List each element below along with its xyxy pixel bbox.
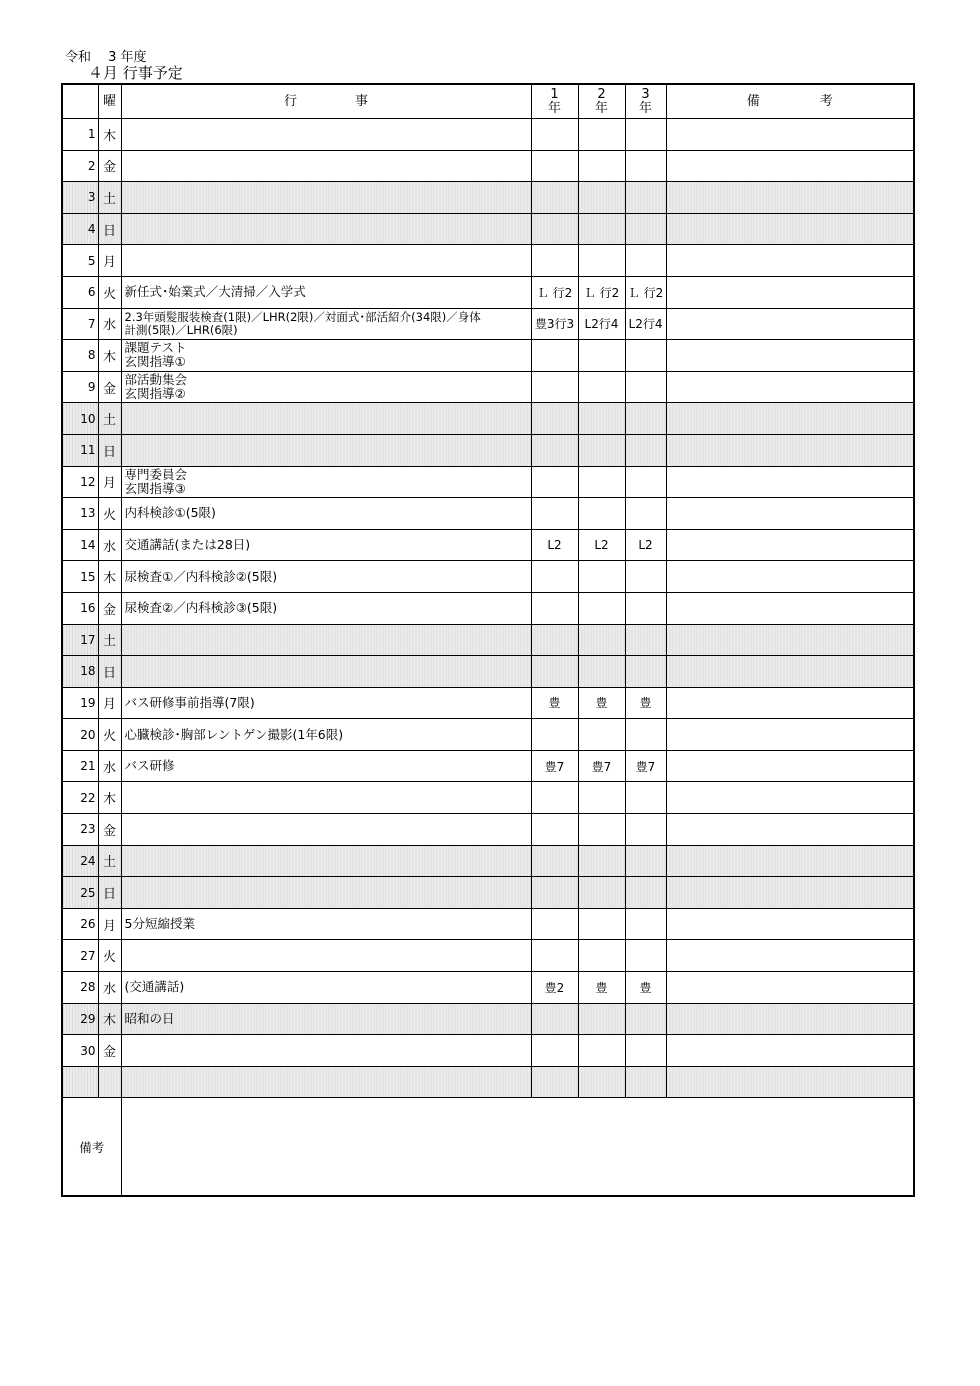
grade1-cell — [531, 1003, 578, 1035]
header-remarks-a: 備 — [746, 93, 760, 109]
day-number: 21 — [62, 750, 98, 782]
remarks-cell — [666, 877, 914, 909]
remarks-cell — [666, 972, 914, 1004]
grade1-cell — [531, 340, 578, 372]
remarks-cell — [666, 245, 914, 277]
event-cell — [121, 624, 531, 656]
page-title: ４月 行事予定 — [88, 64, 183, 82]
grade2-cell: 豊7 — [578, 750, 625, 782]
grade3-cell — [625, 845, 666, 877]
table-row — [62, 403, 914, 435]
grade3-cell — [625, 782, 666, 814]
grade1-cell — [531, 877, 578, 909]
day-number: 7 — [62, 308, 98, 340]
event-cell: 2.3年頭髪服装検査(1限)／LHR(2限)／対面式･部活紹介(34限)／身体 計測(5限)／LHR(6限) — [121, 308, 531, 340]
grade3-cell: 豊7 — [625, 750, 666, 782]
grade3-cell — [625, 1003, 666, 1035]
day-number: 28 — [62, 972, 98, 1004]
table-row — [62, 719, 914, 751]
grade3-cell — [625, 182, 666, 214]
day-of-week: 金 — [98, 1035, 121, 1067]
grade1-cell — [531, 434, 578, 466]
day-number: 11 — [62, 434, 98, 466]
grade2-cell — [578, 340, 625, 372]
day-of-week: 土 — [98, 403, 121, 435]
day-of-week: 火 — [98, 276, 121, 308]
grade1-cell: 豊7 — [531, 750, 578, 782]
table-row — [62, 908, 914, 940]
grade2-cell — [578, 1035, 625, 1067]
event-cell — [121, 182, 531, 214]
event-cell — [121, 845, 531, 877]
day-number: 1 — [62, 119, 98, 151]
notes-label: 備考 — [62, 1098, 121, 1197]
table-row — [62, 434, 914, 466]
table-row — [62, 1003, 914, 1035]
event-cell: 心臓検診･胸部レントゲン撮影(1年6限) — [121, 719, 531, 751]
grade2-cell — [578, 371, 625, 403]
grade3-cell — [625, 119, 666, 151]
grade1-cell — [531, 150, 578, 182]
grade2-cell — [578, 908, 625, 940]
event-cell: 課題テスト 玄関指導① — [121, 340, 531, 372]
day-number: 29 — [62, 1003, 98, 1035]
table-row — [62, 1066, 914, 1098]
header-grade3: 3 年 — [625, 84, 666, 119]
day-of-week: 土 — [98, 845, 121, 877]
grade1-cell: Ｌ 行2 — [531, 276, 578, 308]
grade2-cell — [578, 561, 625, 593]
grade1-cell — [531, 1035, 578, 1067]
remarks-cell — [666, 814, 914, 846]
grade2-cell — [578, 119, 625, 151]
event-cell — [121, 1035, 531, 1067]
grade3-cell: 豊 — [625, 972, 666, 1004]
remarks-cell — [666, 434, 914, 466]
remarks-cell — [666, 466, 914, 498]
day-of-week: 金 — [98, 150, 121, 182]
grade1-cell — [531, 624, 578, 656]
event-cell — [121, 814, 531, 846]
grade2-cell: L2行4 — [578, 308, 625, 340]
schedule-table — [61, 83, 915, 1197]
day-number: 23 — [62, 814, 98, 846]
day-of-week: 火 — [98, 498, 121, 530]
event-cell: 専門委員会 玄関指導③ — [121, 466, 531, 498]
event-cell: 交通講話(または28日) — [121, 529, 531, 561]
remarks-cell — [666, 213, 914, 245]
grade1-cell — [531, 561, 578, 593]
grade3-cell — [625, 1035, 666, 1067]
remarks-cell — [666, 940, 914, 972]
grade1-cell: 豊 — [531, 687, 578, 719]
header-grade1: 1 年 — [531, 84, 578, 119]
table-row — [62, 340, 914, 372]
grade2-cell — [578, 182, 625, 214]
grade1-cell — [531, 719, 578, 751]
remarks-cell — [666, 150, 914, 182]
grade1-cell — [531, 119, 578, 151]
event-cell — [121, 1066, 531, 1098]
grade3-cell — [625, 245, 666, 277]
notes-area — [121, 1098, 914, 1197]
grade2-cell — [578, 434, 625, 466]
day-number: 18 — [62, 656, 98, 688]
grade3-cell — [625, 940, 666, 972]
grade3-cell — [625, 877, 666, 909]
table-row — [62, 624, 914, 656]
table-row — [62, 466, 914, 498]
day-number: 19 — [62, 687, 98, 719]
grade2-cell — [578, 845, 625, 877]
grade2-cell — [578, 592, 625, 624]
grade2-cell — [578, 213, 625, 245]
grade3-cell: L2 — [625, 529, 666, 561]
day-number — [62, 1066, 98, 1098]
table-row — [62, 814, 914, 846]
grade2-cell — [578, 1003, 625, 1035]
grade3-cell — [625, 719, 666, 751]
table-row — [62, 529, 914, 561]
grade1-cell — [531, 1066, 578, 1098]
grade2-cell — [578, 403, 625, 435]
day-number: 17 — [62, 624, 98, 656]
table-row — [62, 276, 914, 308]
grade2-cell — [578, 150, 625, 182]
grade1-cell — [531, 656, 578, 688]
day-number: 5 — [62, 245, 98, 277]
grade1-cell — [531, 213, 578, 245]
grade3-cell — [625, 340, 666, 372]
grade1-cell — [531, 845, 578, 877]
day-of-week: 土 — [98, 624, 121, 656]
remarks-cell — [666, 782, 914, 814]
day-number: 30 — [62, 1035, 98, 1067]
grade3-cell — [625, 908, 666, 940]
remarks-cell — [666, 592, 914, 624]
day-of-week: 火 — [98, 940, 121, 972]
grade1-cell — [531, 498, 578, 530]
day-of-week: 日 — [98, 656, 121, 688]
grade3-cell — [625, 371, 666, 403]
day-of-week: 水 — [98, 750, 121, 782]
day-of-week: 水 — [98, 972, 121, 1004]
grade1-cell — [531, 908, 578, 940]
event-cell — [121, 403, 531, 435]
event-cell — [121, 119, 531, 151]
remarks-cell — [666, 1003, 914, 1035]
grade3-cell — [625, 1066, 666, 1098]
day-number: 8 — [62, 340, 98, 372]
table-row — [62, 782, 914, 814]
day-number: 14 — [62, 529, 98, 561]
day-of-week: 木 — [98, 340, 121, 372]
table-row — [62, 308, 914, 340]
table-row — [62, 972, 914, 1004]
header-event-a: 行 — [283, 93, 297, 109]
day-number: 12 — [62, 466, 98, 498]
table-row — [62, 498, 914, 530]
day-number: 6 — [62, 276, 98, 308]
day-of-week: 水 — [98, 308, 121, 340]
event-cell: 尿検査②／内科検診③(5限) — [121, 592, 531, 624]
remarks-cell — [666, 656, 914, 688]
day-number: 22 — [62, 782, 98, 814]
day-number: 10 — [62, 403, 98, 435]
header-event — [121, 84, 531, 119]
table-row — [62, 561, 914, 593]
grade3-cell: Ｌ 行2 — [625, 276, 666, 308]
event-cell — [121, 656, 531, 688]
table-row — [62, 1035, 914, 1067]
table-row — [62, 182, 914, 214]
event-cell — [121, 877, 531, 909]
remarks-cell — [666, 750, 914, 782]
day-of-week — [98, 1066, 121, 1098]
remarks-cell — [666, 624, 914, 656]
grade3-cell — [625, 434, 666, 466]
day-number: 27 — [62, 940, 98, 972]
grade1-cell: 豊2 — [531, 972, 578, 1004]
grade2-cell — [578, 814, 625, 846]
day-number: 4 — [62, 213, 98, 245]
header-remarks-b: 考 — [819, 93, 833, 109]
table-row — [62, 845, 914, 877]
event-cell: 新任式･始業式／大清掃／入学式 — [121, 276, 531, 308]
notes-row — [62, 1098, 914, 1197]
day-of-week: 金 — [98, 371, 121, 403]
remarks-cell — [666, 687, 914, 719]
event-cell — [121, 940, 531, 972]
day-of-week: 月 — [98, 908, 121, 940]
day-number: 2 — [62, 150, 98, 182]
day-of-week: 日 — [98, 213, 121, 245]
grade1-cell — [531, 940, 578, 972]
table-row — [62, 213, 914, 245]
grade2-cell — [578, 1066, 625, 1098]
remarks-cell — [666, 182, 914, 214]
grade2-cell — [578, 782, 625, 814]
remarks-cell — [666, 561, 914, 593]
grade3-cell — [625, 213, 666, 245]
grade3-cell — [625, 466, 666, 498]
remarks-cell — [666, 340, 914, 372]
event-cell: 尿検査①／内科検診②(5限) — [121, 561, 531, 593]
remarks-cell — [666, 403, 914, 435]
remarks-cell — [666, 1035, 914, 1067]
day-number: 13 — [62, 498, 98, 530]
day-of-week: 木 — [98, 119, 121, 151]
grade1-cell: L2 — [531, 529, 578, 561]
event-cell: バス研修 — [121, 750, 531, 782]
grade1-cell — [531, 466, 578, 498]
grade2-cell — [578, 245, 625, 277]
grade2-cell — [578, 656, 625, 688]
header-day — [62, 84, 98, 119]
grade1-cell — [531, 403, 578, 435]
day-of-week: 金 — [98, 814, 121, 846]
grade2-cell — [578, 877, 625, 909]
grade2-cell — [578, 624, 625, 656]
day-number: 24 — [62, 845, 98, 877]
remarks-cell — [666, 276, 914, 308]
day-number: 26 — [62, 908, 98, 940]
day-number: 20 — [62, 719, 98, 751]
grade2-cell — [578, 498, 625, 530]
day-number: 25 — [62, 877, 98, 909]
grade1-cell: 豊3行3 — [531, 308, 578, 340]
remarks-cell — [666, 719, 914, 751]
grade2-cell: 豊 — [578, 972, 625, 1004]
header-grade2: 2 年 — [578, 84, 625, 119]
grade2-cell: L2 — [578, 529, 625, 561]
table-row — [62, 245, 914, 277]
day-of-week: 土 — [98, 182, 121, 214]
remarks-cell — [666, 908, 914, 940]
grade3-cell — [625, 624, 666, 656]
remarks-cell — [666, 1066, 914, 1098]
school-year-label: 令和 3 年度 — [65, 50, 147, 65]
remarks-cell — [666, 371, 914, 403]
grade1-cell — [531, 592, 578, 624]
remarks-cell — [666, 308, 914, 340]
grade3-cell: 豊 — [625, 687, 666, 719]
grade1-cell — [531, 371, 578, 403]
grade3-cell — [625, 814, 666, 846]
grade3-cell — [625, 498, 666, 530]
grade1-cell — [531, 245, 578, 277]
table-row — [62, 119, 914, 151]
day-of-week: 月 — [98, 245, 121, 277]
table-row — [62, 371, 914, 403]
day-number: 9 — [62, 371, 98, 403]
grade3-cell — [625, 656, 666, 688]
table-row — [62, 687, 914, 719]
header-dow: 曜 — [98, 84, 121, 119]
header-remarks — [666, 84, 914, 119]
grade2-cell: 豊 — [578, 687, 625, 719]
grade1-cell — [531, 814, 578, 846]
day-of-week: 火 — [98, 719, 121, 751]
day-of-week: 月 — [98, 466, 121, 498]
event-cell: 昭和の日 — [121, 1003, 531, 1035]
header-row — [62, 84, 914, 119]
remarks-cell — [666, 529, 914, 561]
day-of-week: 金 — [98, 592, 121, 624]
grade1-cell — [531, 782, 578, 814]
event-cell — [121, 782, 531, 814]
day-number: 16 — [62, 592, 98, 624]
day-of-week: 木 — [98, 1003, 121, 1035]
event-cell — [121, 245, 531, 277]
remarks-cell — [666, 845, 914, 877]
day-number: 15 — [62, 561, 98, 593]
day-number: 3 — [62, 182, 98, 214]
table-row — [62, 656, 914, 688]
table-row — [62, 150, 914, 182]
remarks-cell — [666, 119, 914, 151]
event-cell: (交通講話) — [121, 972, 531, 1004]
remarks-cell — [666, 498, 914, 530]
grade3-cell: L2行4 — [625, 308, 666, 340]
grade3-cell — [625, 561, 666, 593]
day-of-week: 水 — [98, 529, 121, 561]
grade2-cell — [578, 466, 625, 498]
event-cell: 内科検診①(5限) — [121, 498, 531, 530]
header-event-b: 事 — [355, 93, 369, 109]
grade2-cell — [578, 719, 625, 751]
day-of-week: 日 — [98, 434, 121, 466]
day-of-week: 日 — [98, 877, 121, 909]
table-row — [62, 877, 914, 909]
day-of-week: 木 — [98, 561, 121, 593]
grade3-cell — [625, 150, 666, 182]
grade1-cell — [531, 182, 578, 214]
event-cell — [121, 150, 531, 182]
table-row — [62, 592, 914, 624]
grade2-cell: Ｌ 行2 — [578, 276, 625, 308]
table-row — [62, 940, 914, 972]
grade3-cell — [625, 592, 666, 624]
event-cell — [121, 213, 531, 245]
event-cell: 部活動集会 玄関指導② — [121, 371, 531, 403]
day-of-week: 木 — [98, 782, 121, 814]
event-cell — [121, 434, 531, 466]
event-cell: 5分短縮授業 — [121, 908, 531, 940]
event-cell: バス研修事前指導(7限) — [121, 687, 531, 719]
day-of-week: 月 — [98, 687, 121, 719]
table-row — [62, 750, 914, 782]
grade2-cell — [578, 940, 625, 972]
grade3-cell — [625, 403, 666, 435]
